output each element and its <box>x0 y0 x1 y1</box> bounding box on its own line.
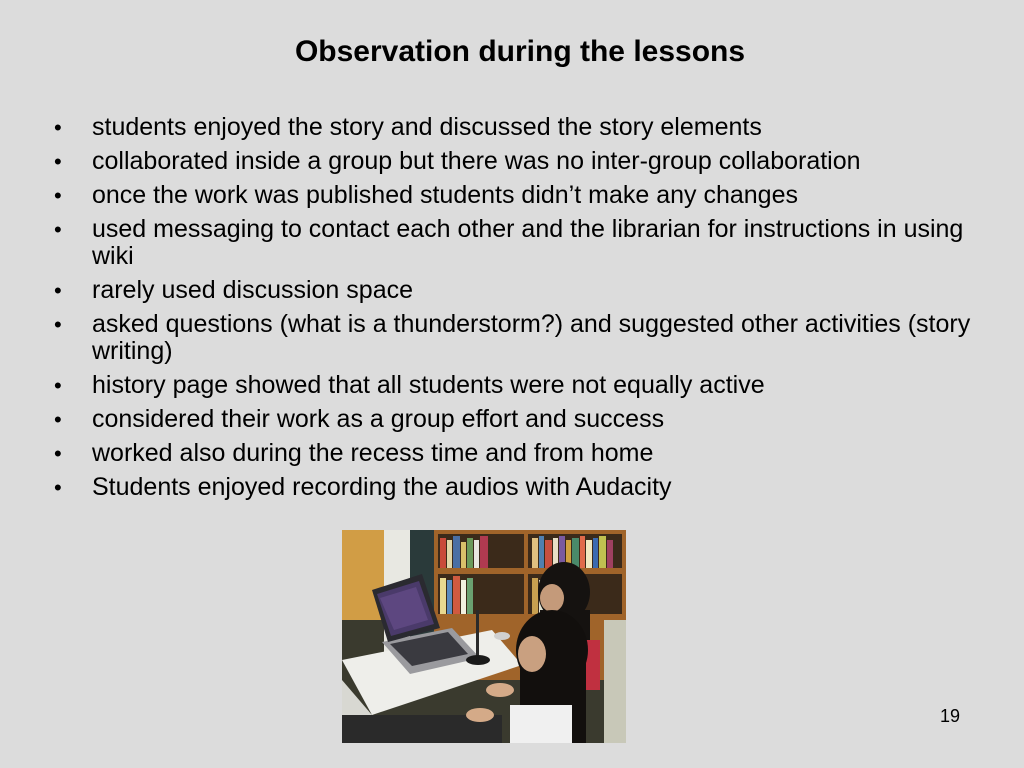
classroom-photo <box>342 530 626 743</box>
bullet-text: considered their work as a group effort and success <box>92 405 665 433</box>
bullet-item <box>50 216 990 270</box>
bullet-icon: • <box>54 312 62 337</box>
bullet-text: Students enjoyed recording the audios with Audacity <box>92 473 672 501</box>
bullet-icon: • <box>54 278 62 303</box>
bullet-item <box>50 148 990 175</box>
bullet-icon: • <box>54 149 62 174</box>
bullet-icon: • <box>54 217 62 242</box>
bullet-item <box>50 182 990 209</box>
bullet-text: collaborated inside a group but there was no inter-group collaboration <box>92 147 861 175</box>
bullet-text: asked questions (what is a thunderstorm?) and suggested other activities (story writing) <box>92 310 971 365</box>
bullet-item <box>50 277 990 304</box>
bullet-icon: • <box>54 407 62 432</box>
bullet-text: rarely used discussion space <box>92 276 413 304</box>
bullet-item <box>50 114 990 141</box>
bullet-text: used messaging to contact each other and the librarian for instructions in using wiki <box>92 215 964 270</box>
slide-number: 19 <box>939 706 961 726</box>
bullet-icon: • <box>54 441 62 466</box>
bullet-item <box>50 474 990 501</box>
bullet-text: worked also during the recess time and from home <box>92 439 654 467</box>
bullet-text: once the work was published students didn’t make any changes <box>92 181 798 209</box>
bullet-icon: • <box>54 183 62 208</box>
bullet-text: history page showed that all students were not equally active <box>92 371 765 399</box>
bullet-item <box>50 440 990 467</box>
bullet-item <box>50 406 990 433</box>
bullet-item <box>50 311 990 365</box>
classroom-photo-illustration <box>342 530 626 743</box>
bullet-icon: • <box>54 373 62 398</box>
bullet-text: students enjoyed the story and discussed the story elements <box>92 113 762 141</box>
bullet-list <box>50 114 990 508</box>
slide-title: Observation during the lessons <box>294 35 746 68</box>
bullet-icon: • <box>54 115 62 140</box>
bullet-item <box>50 372 990 399</box>
bullet-icon: • <box>54 475 62 500</box>
